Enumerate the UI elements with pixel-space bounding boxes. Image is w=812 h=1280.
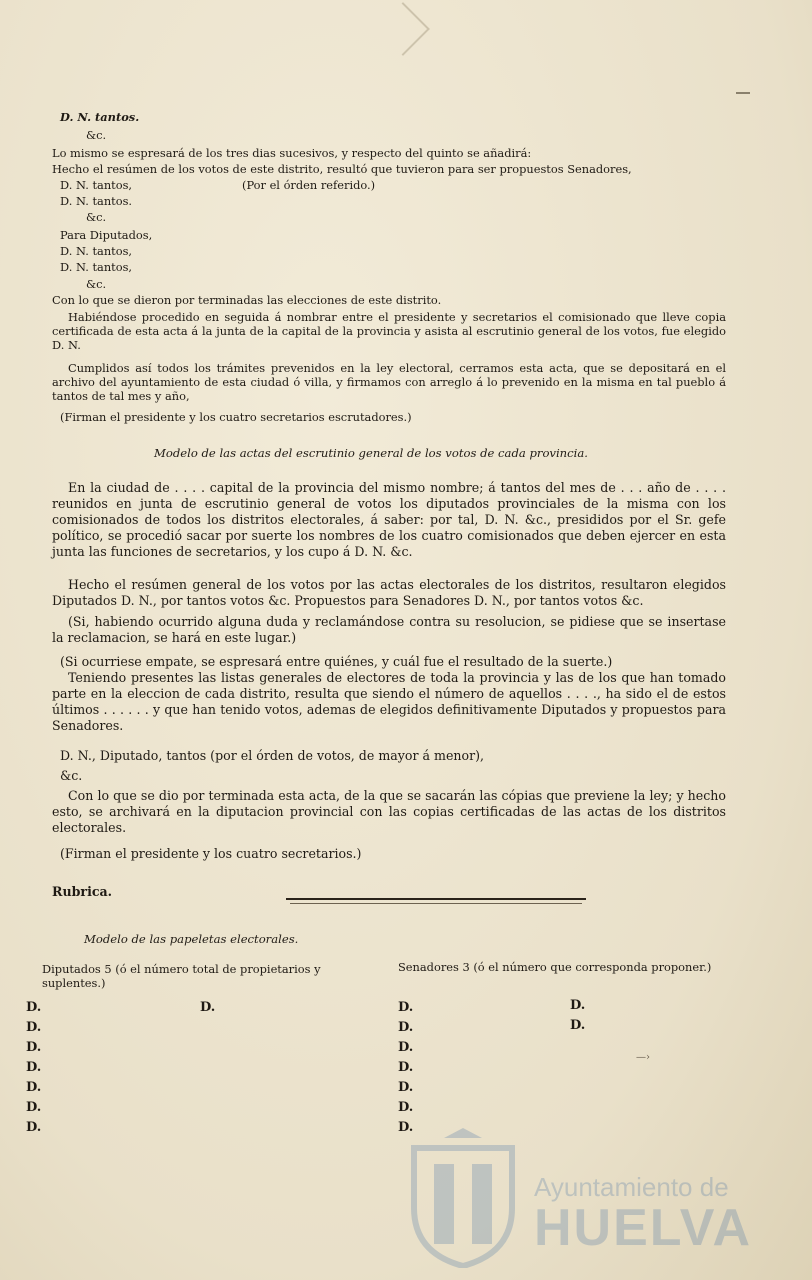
header-senadores: Senadores 3 (ó el número que corresponda proponer.) xyxy=(398,960,712,974)
arrow-mark-icon: —› xyxy=(636,1052,650,1063)
watermark-line1: Ayuntamiento de xyxy=(534,1172,729,1202)
ballot-d-entry: D. xyxy=(398,1080,414,1095)
ballot-d-entry: D. xyxy=(398,1060,414,1075)
line-dn-tantos-3: D. N. tantos. xyxy=(60,194,133,208)
line-firman-1: (Firman el presidente y los cuatro secretarios escrutadores.) xyxy=(60,410,412,424)
signature-rule-thin xyxy=(290,903,582,904)
ballot-d-entry: D. xyxy=(26,1120,42,1135)
line-resumen: Hecho el resúmen de los votos de este distrito, resultó que tuvieron para ser propuestos Senadores, xyxy=(52,162,632,176)
line-etc-3: &c. xyxy=(86,277,107,291)
ballot-d-entry: D. xyxy=(398,1020,414,1035)
line-dn-tantos-2: D. N. tantos, xyxy=(60,178,133,192)
ballot-d-entry: D. xyxy=(26,1080,42,1095)
paragraph-resumen-general: Hecho el resúmen general de los votos por las actas electorales de los distritos, resultaron elegidos Diputados D. N., por tantos votos &c. Propuestos para Senadores D. N., por tantos votos &c. xyxy=(52,577,726,608)
ballot-d-entry: D. xyxy=(26,1000,42,1015)
paragraph-terminada: Con lo que se dio por terminada esta acta, de la que se sacarán las cópias que previene la ley; y hecho esto, se archivará en la diputacion provincial con las copias certificadas de las actas de los distritos electorales. xyxy=(52,788,726,835)
ballot-d-entry: D. xyxy=(570,1018,586,1033)
line-etc: &c. xyxy=(86,128,107,142)
signature-rule xyxy=(286,898,586,900)
line-etc-2: &c. xyxy=(86,210,107,224)
line-etc-4: &c. xyxy=(60,768,83,783)
paragraph-listas: Teniendo presentes las listas generales de electores de toda la provincia y las de los que han tomado parte en la eleccion de cada distrito, resulta que siendo el número de aquellos . . . ., ha sido el de estos últimos . . . . . . y que han tenido votos, ademas de elegidos definitivamente Diputados y propuestos para Senadores. xyxy=(52,670,726,733)
watermark-line2: HUELVA xyxy=(534,1199,753,1257)
line-orden-referido: (Por el órden referido.) xyxy=(242,178,376,192)
ballot-d-entry: D. xyxy=(570,998,586,1013)
line-firman-2: (Firman el presidente y los cuatro secretarios.) xyxy=(60,846,362,861)
line-empate: (Si ocurriese empate, se espresará entre quiénes, y cuál fue el resultado de la suerte.) xyxy=(60,654,613,669)
ballot-d-entry: D. xyxy=(26,1060,42,1075)
fold-chevron-mark xyxy=(376,2,430,56)
ballot-d-entry: D. xyxy=(26,1100,42,1115)
section-title-papeletas: Modelo de las papeletas electorales. xyxy=(84,932,299,946)
line-diputado-tantos: D. N., Diputado, tantos (por el órden de votos, de mayor á menor), xyxy=(60,748,485,763)
paragraph-comisionado: Habiéndose procedido en seguida á nombrar entre el presidente y secretarios el comisionado que lleve copia certificada de esta acta á la junta de la capital de la provincia y asista al escrutinio general de los votos, fue elegido D. N. xyxy=(52,310,726,352)
crest-icon xyxy=(404,1128,522,1268)
ballot-d-entry: D. xyxy=(398,1120,414,1135)
ballot-d-entry: D. xyxy=(398,1040,414,1055)
line-mismo: Lo mismo se espresará de los tres dias sucesivos, y respecto del quinto se añadirá: xyxy=(52,146,532,160)
corner-tick-mark xyxy=(736,92,750,94)
ballot-d-entry: D. xyxy=(200,1000,216,1015)
line-para-diputados: Para Diputados, xyxy=(60,228,153,242)
ballot-d-entry: D. xyxy=(26,1020,42,1035)
line-dn-tantos-4: D. N. tantos, xyxy=(60,244,133,258)
paragraph-ciudad: En la ciudad de . . . . capital de la provincia del mismo nombre; á tantos del mes de . . . año de . . . . reunidos en junta de escrutinio general de votos los diputados provinciales de la misma con los comisionados de todos los distritos electorales, á saber: por tal, D. N. &c., presididos por el Sr. gefe político, se procedió sacar por suerte los nombres de los cuatro comisionados que deben ejercer en esta junta las funciones de secretarios, y los cupo á D. N. &c. xyxy=(52,480,726,559)
ballot-d-entry: D. xyxy=(398,1100,414,1115)
watermark-logo xyxy=(404,1126,784,1276)
line-terminadas: Con lo que se dieron por terminadas las elecciones de este distrito. xyxy=(52,293,442,307)
line-dn-tantos-5: D. N. tantos, xyxy=(60,260,133,274)
line-dn-tantos: D. N. tantos. xyxy=(60,110,140,124)
section-title-escrutinio: Modelo de las actas del escrutinio general de los votos de cada provincia. xyxy=(154,446,588,460)
paragraph-cumplidos: Cumplidos así todos los trámites prevenidos en la ley electoral, cerramos esta acta, que se depositará en el archivo del ayuntamiento de esta ciudad ó villa, y firmamos con arreglo á lo prevenido en la misma en tal pueblo á tantos de tal mes y año, xyxy=(52,361,726,403)
ballot-d-entry: D. xyxy=(26,1040,42,1055)
rubrica-label: Rubrica. xyxy=(52,884,113,899)
paragraph-reclamacion: (Si, habiendo ocurrido alguna duda y reclamándose contra su resolucion, se pidiese que se insertase la reclamacion, se hará en este lugar.) xyxy=(52,614,726,645)
header-diputados: Diputados 5 (ó el número total de propietarios y suplentes.) xyxy=(42,962,321,990)
ballot-d-entry: D. xyxy=(398,1000,414,1015)
